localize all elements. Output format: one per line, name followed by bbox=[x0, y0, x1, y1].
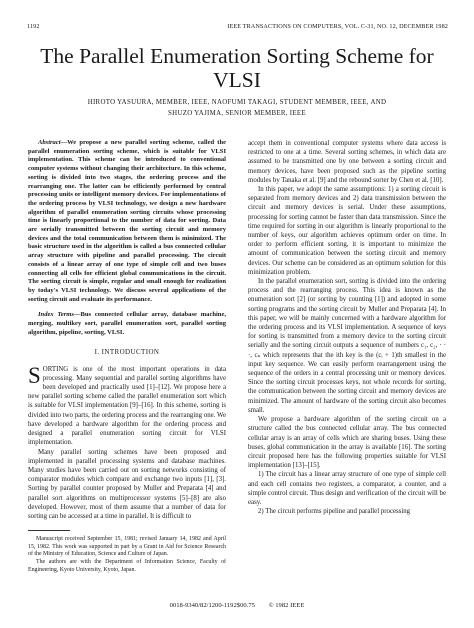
left-column bbox=[28, 139, 226, 574]
footnote-divider bbox=[28, 530, 70, 531]
footer-code: 0018-9340/82/1200-1192$00.75 bbox=[169, 602, 255, 609]
authors-line-2: SHUZO YAJIMA, SENIOR MEMBER, IEEE bbox=[168, 109, 306, 117]
abstract bbox=[28, 139, 226, 304]
right-paragraph-1: accept them in conventional computer systems where data access is restricted to one at a time. Several sorting schemes, in which data are assumed to be transmitted one by one between a sorting circuit and memory devices, have been proposed such as the pipeline sorting modules by Tanaka et al. [9] and the rebound sorter by Chen et al. [10]. bbox=[248, 140, 446, 184]
section-heading: I. INTRODUCTION bbox=[94, 348, 160, 357]
right-paragraph-6: 2) The circuit performs pipeline and parallel processing bbox=[258, 508, 411, 516]
abstract-lead: Abstract bbox=[38, 139, 61, 146]
footnote-manuscript: Manuscript received September 15, 1981; revised January 14, 1982 and April 15, 1982. This work was supported in part by a Grant in Aid for Science Research of the Ministry of Education, Science and Culture of Japan. bbox=[28, 536, 226, 558]
right-paragraph-4: We propose a hardware algorithm of the sorting circuit on a structure called the bus connected cellular array. The bus connected cellular array is an array of cells which are sharing buses. Using these buses, global communication in the array is available [16]. The sorting circuit proposed here has the following properties suitable for VLSI implementation [13]–[15]. bbox=[248, 416, 446, 470]
drop-cap: S bbox=[28, 362, 41, 388]
right-paragraph-5: 1) The circuit has a linear array structure of one type of simple cell and each cell contains two registers, a comparator, a counter, and a simple control circuit. Thus design and verification of the circuit will be easy. bbox=[248, 471, 446, 506]
index-terms-text: —Bus connected cellular array, database machine, merging, multikey sort, parallel enumeration sort, parallel sorting algorithm, pipeline, sorting, VLSI. bbox=[28, 311, 226, 336]
intro-paragraph-1 bbox=[28, 362, 226, 448]
paper-title bbox=[22, 44, 452, 92]
page-footer bbox=[0, 602, 474, 609]
intro-paragraph-1-text: ORTING is one of the most important operations in data processing. Many sequential and parallel sorting algorithms have been developed and practically used [1]–[12]. We propose here a new parallel sorting scheme called the parallel enumeration sort which is suitable for VLSI implementation [9]–[16]. In this scheme, sorting is divided into two parts, the ordering process and the rearranging one. We have developed a hardware algorithm for the ordering process and designed a parallel enumeration sorting circuit for VLSI implementation. bbox=[28, 365, 226, 447]
title-line-1: The Parallel Enumeration Sorting Scheme for bbox=[40, 44, 434, 68]
index-terms-lead: Index Terms bbox=[38, 311, 74, 319]
authors-line-1: HIROTO YASUURA, MEMBER, IEEE, NAOFUMI TAKAGI, STUDENT MEMBER, IEEE, AND bbox=[87, 99, 387, 106]
footnote-affiliation: The authors are with the Department of Information Science, Faculty of Engineering, Kyoto University, Kyoto, Japan. bbox=[28, 558, 226, 573]
author-list bbox=[40, 98, 434, 119]
journal-header: IEEE TRANSACTIONS ON COMPUTERS, VOL. C-31, NO. 12, DECEMBER 1982 bbox=[227, 23, 448, 30]
intro-paragraph-2: Many parallel sorting schemes have been proposed and implemented in parallel processing systems and database machines. Many studies have been carried out on sorting networks consisting of comparator modules which compare and exchange two inputs [1], [3]. Sorting by parallel counter proposed by Muller and Preparata [4] and parallel sort algorithms on multiprocessor systems [5]–[8] are also developed. However, most of them assume that a number of data for sorting can be accessed at a time in parallel. It is difficult to bbox=[28, 448, 226, 520]
right-column bbox=[248, 139, 446, 516]
page-number: 1192 bbox=[27, 23, 40, 30]
index-terms bbox=[28, 311, 226, 337]
right-paragraph-3: In the parallel enumeration sort, sorting is divided into the ordering process and the rearranging process. This idea is known as the enumeration sort [2] (or sorting by counting [1]) and adopted in some sorting programs and the sorting circuit by Muller and Preparata [4]. In this paper, we will be mainly concerned with a hardware algorithm for the ordering process and its VLSI implementation. A sequence of keys for sorting is transmitted from a memory device to the sorting circuit serially and the sorting circuit outputs a sequence of numbers c₁, c₂, · · ·, cₙ which represents that the ith key is the (cᵢ + 1)th smallest in the input key sequence. We can easily perform rearrangement using the sequence of the orders in a central processing unit or memory devices. Since the sorting circuit processes keys, not whole records for sorting, the communication between the sorting circuit and memory devices are minimized. The amount of hardware of the sorting circuit also becomes small. bbox=[248, 278, 446, 414]
footer-copyright: © 1982 IEEE bbox=[268, 602, 305, 609]
right-paragraph-2: In this paper, we adopt the same assumptions: 1) a sorting circuit is separated from memory devices and 2) data transmission between the circuit and memory devices is serial. Under these assumptions, processing for sorting cannot be faster than data transmission. Since the time required for sorting in our algorithm is linearly proportional to the number of keys, our algorithm achieves optimum order on time. In order to perform efficient sorting, it is important to minimize the amount of communication between the sorting circuit and memory devices. Our scheme can be considered as an optimum solution for this minimization problem. bbox=[248, 186, 446, 276]
title-line-2: VLSI bbox=[213, 68, 261, 92]
abstract-text: —We propose a new parallel sorting scheme, called the parallel enumeration sorting scheme, which is suitable for VLSI implementation. This scheme can be introduced to conventional computer systems without changing their architecture. In this scheme, sorting is divided into two stages, the ordering process and the rearranging one. The latter can be efficiently performed by central processing units or intelligent memory devices. For implementations of the ordering process by VLSI technology, we design a new hardware algorithm of parallel enumeration sorting circuits whose processing time is linearly proportional to the number of data for sorting. Data are serially transmitted between the sorting circuit and memory devices and the total communication between them is minimized. The basic structure used in the algorithm is called a bus connected cellular array structure with pipeline and parallel processing. The circuit consists of a linear array of one type of simple cell and two buses connecting all cells for efficient global communications in the circuit. The sorting circuit is simple, regular and small enough for realization by today's VLSI technology. We discuss several applications of the sorting circuit and evaluate its performance. bbox=[28, 139, 226, 303]
footnotes bbox=[28, 536, 226, 574]
